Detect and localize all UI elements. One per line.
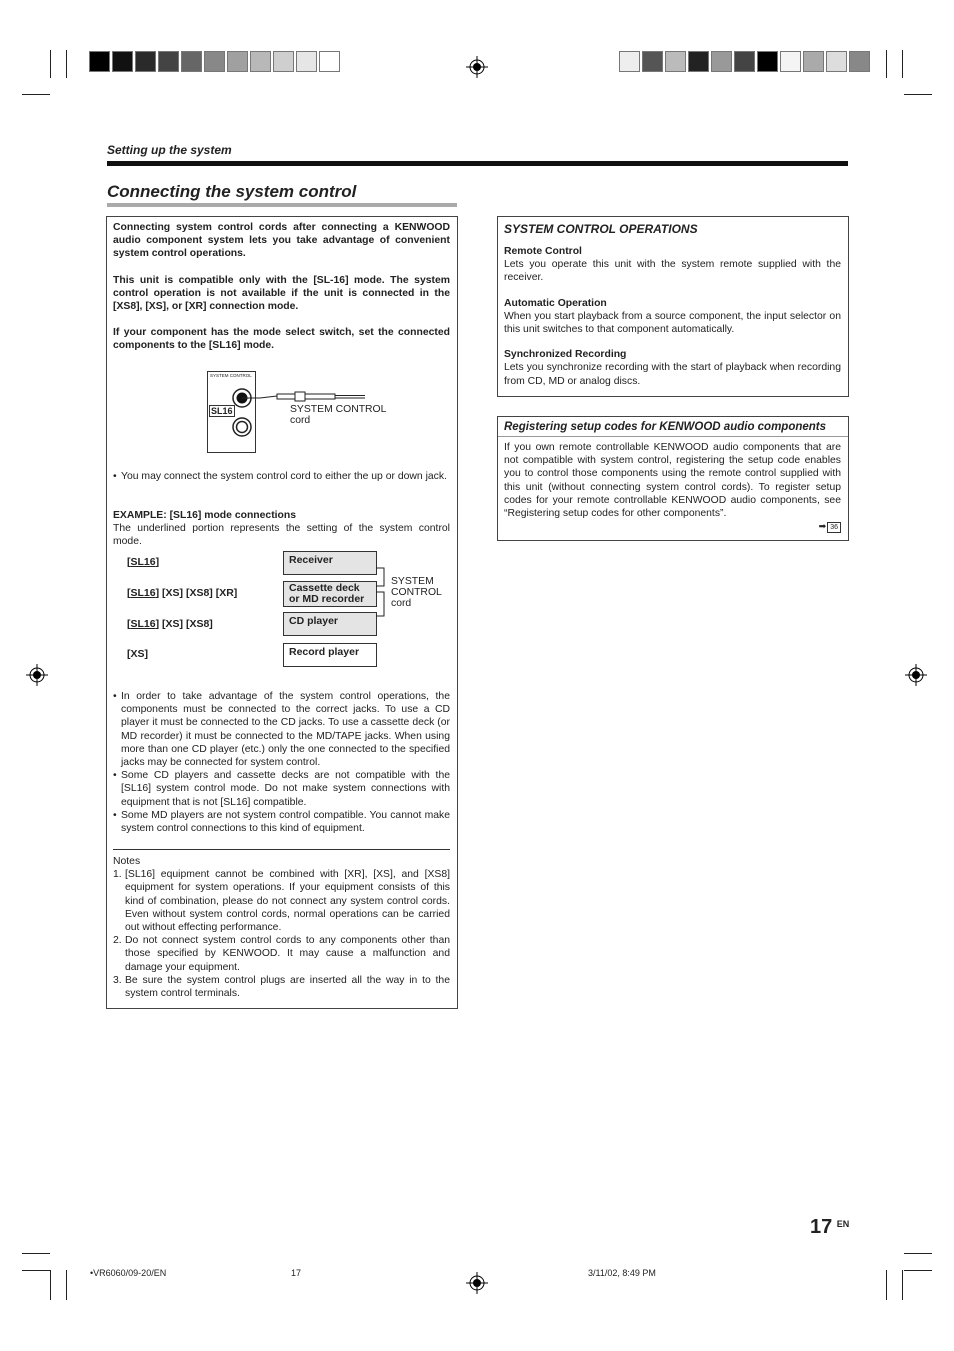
arrow-icon: ➡ [818,521,827,532]
mode-rest: [XS] [127,648,148,660]
ops-heading: Automatic Operation [504,297,607,309]
list-item [113,934,450,974]
list-item: • In order to take advantage of the system control operations, the components must be connected to the correct jacks. To use a CD player it must be connected to the CD jacks. To use a cassette deck (or MD recorder) it must be connected to the MD/TAPE jacks. When using more than one CD player (etc.) only the one connected to the specified jacks may be connected for system control. [113,690,450,769]
system-cord-label-line: SYSTEM [391,576,434,587]
example-description: The underlined portion represents the setting of the system control mode. [113,523,450,548]
footer-right: 3/11/02, 8:49 PM [588,1268,656,1278]
device-receiver: Receiver [283,551,377,575]
page-reference-number: 36 [827,522,841,533]
registering-title: Registering setup codes for KENWOOD audio components [504,421,827,433]
system-cord-label-line: CONTROL [391,587,442,598]
cord-label [290,404,386,426]
jack-note-text: • You may connect the system control cord to either the up or down jack. [113,470,450,483]
intro-text [113,221,450,353]
jack-panel-label: SYSTEM CONTROL [210,373,252,378]
mode-label: [SL16] [127,556,160,568]
system-cord-label-line: cord [391,598,412,609]
note-number: 2. [113,935,122,947]
registration-mark-icon [26,664,48,686]
mode-underlined: SL16 [130,556,156,568]
cord-label-line: SYSTEM CONTROL [290,404,387,415]
footer-left: •VR6060/09-20/EN [90,1268,167,1278]
note-number: 3. [113,974,122,986]
notes-title: Notes [113,856,141,867]
ops-title: SYSTEM CONTROL OPERATIONS [504,222,698,236]
ops-heading: Remote Control [504,246,582,257]
mode-underlined: SL16 [130,618,156,630]
device-cassette-deck: Cassette deck or MD recorder [283,581,377,607]
page-language: EN [836,1219,850,1229]
registering-content [504,421,841,533]
registration-mark-icon [905,664,927,686]
device-record-player: Record player [283,643,377,667]
mode-label: [SL16] [XS] [XS8] [127,618,213,630]
header-rule [107,161,848,166]
intro-paragraph: If your component has the mode select switch, set the connected components to the [SL16] mode. [113,327,450,352]
list-item [113,974,450,1000]
section-heading: Setting up the system [107,143,232,157]
system-cord-label [391,576,442,609]
registering-text: If you own remote controllable KENWOOD audio components that are not compatible with system control, registering the setup code enables you to control those components using the remote control supplied with this unit (without connecting system control cords). To register setup codes for your remote controllable KENWOOD audio components, see “Registering setup codes for other components”. [504,442,841,520]
note-number: 1. [113,869,122,881]
note-text: Be sure the system control plugs are inserted all the way in to the system control terminals. [125,974,450,1000]
ops-text: Lets you operate this unit with the system remote supplied with the receiver. [504,259,841,284]
example-title: EXAMPLE: [SL16] mode connections [113,510,297,521]
notes-block [113,855,450,1000]
mode-rest: [XS] [XS8] [XR] [159,587,238,599]
intro-paragraph: Connecting system control cords after connecting a KENWOOD audio component system lets you take advantage of convenient system control operations. [113,222,450,260]
page-reference [504,520,841,533]
bullet-list [113,690,450,835]
mode-label: [SL16] [XS] [XS8] [XR] [127,587,238,599]
notes-divider [113,849,450,850]
ops-heading: Synchronized Recording [504,349,627,361]
registration-mark-icon [466,1272,488,1294]
note-text: Do not connect system control cords to any components other than those specified by KENWOOD. It may cause a malfunction and damage your equipment. [125,935,450,973]
footer-center: 17 [291,1268,302,1278]
sl16-mode-label: SL16 [211,406,233,416]
mode-label [127,648,148,660]
mode-rest: [XS] [XS8] [159,618,213,630]
device-cd-player: CD player [283,612,377,636]
list-item [113,868,450,934]
page-title: Connecting the system control [107,182,357,201]
cord-brackets [376,560,388,626]
list-item: • Some CD players and cassette decks are not compatible with the [SL16] system control mode. Do not make system connections with equipment that is not [SL16] compatible. [113,769,450,809]
list-item: • Some MD players are not system control compatible. You cannot make system control connections to this kind of equipment. [113,809,450,835]
page-number-value: 17 [810,1216,833,1238]
title-underline [107,203,457,207]
mode-underlined: SL16 [130,587,156,599]
ops-text: Lets you synchronize recording with the start of playback when recording from CD, MD or analog discs. [504,362,841,387]
note-text: [SL16] equipment cannot be combined with [XR], [XS], and [XS8] equipment for system operations. If your equipment consists of this kind of combination, please do not connect any system control cords. Even without system control cords, normal operations can be carried out without effecting performance. [125,869,450,934]
registration-mark-icon [466,56,488,78]
intro-paragraph: This unit is compatible only with the [SL-16] mode. The system control operation is not available if the unit is connected in the [XS8], [XS], or [XR] connection mode. [113,274,450,313]
page-number [810,1216,849,1239]
ops-text: When you start playback from a source component, the input selector on this unit switches to that component automatically. [504,310,841,336]
example-block [113,509,450,549]
cord-label-line: cord [290,415,311,426]
jack-note [113,470,450,483]
ops-content [504,222,841,388]
